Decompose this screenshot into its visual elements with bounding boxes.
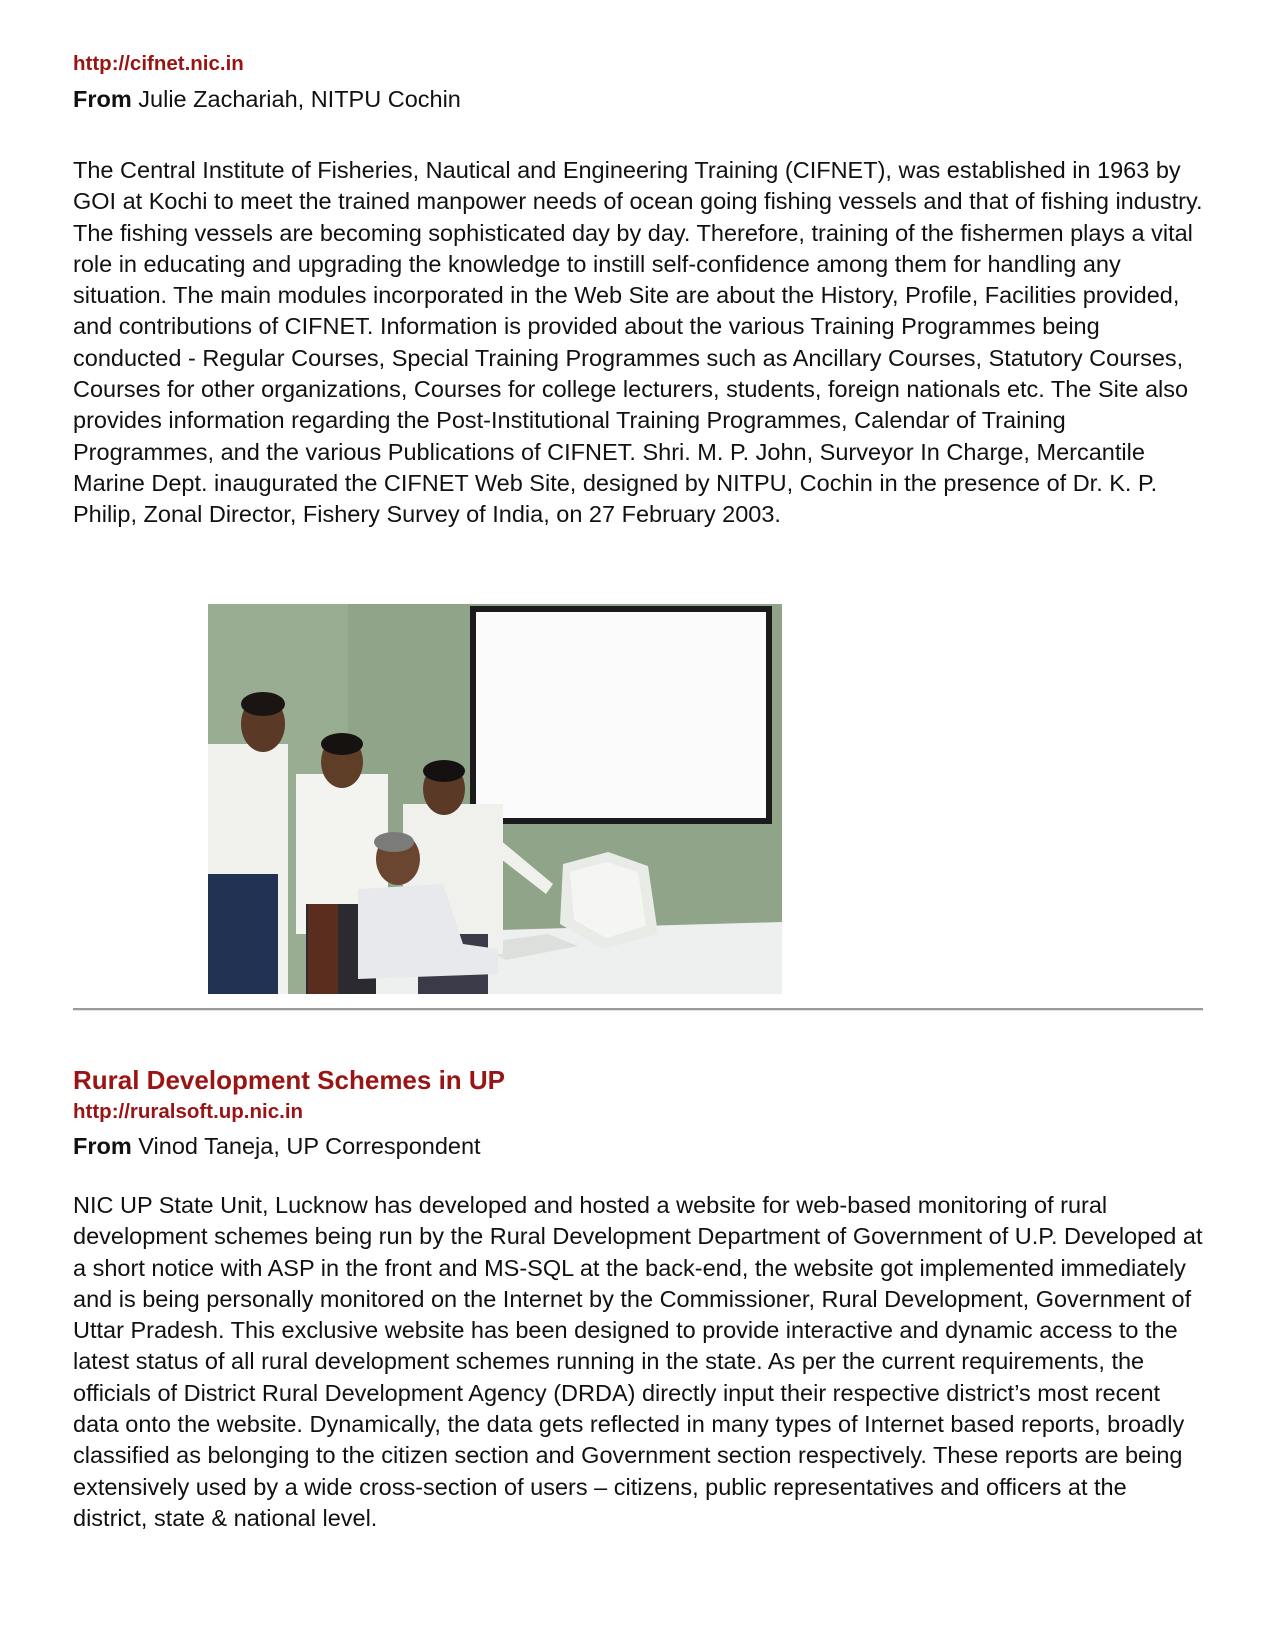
article-url-ruralsoft[interactable]: http://ruralsoft.up.nic.in bbox=[73, 1100, 304, 1123]
from-label: From bbox=[73, 86, 132, 112]
section-divider bbox=[73, 1008, 1203, 1011]
author-name: Vinod Taneja, UP Correspondent bbox=[138, 1133, 481, 1159]
article-byline bbox=[73, 1131, 481, 1161]
author-name: Julie Zachariah, NITPU Cochin bbox=[138, 86, 461, 112]
article-heading: Rural Development Schemes in UP bbox=[73, 1065, 506, 1095]
from-label: From bbox=[73, 1133, 132, 1159]
article-byline bbox=[73, 84, 461, 114]
inauguration-photo bbox=[208, 604, 782, 994]
article-url-cifnet[interactable]: http://cifnet.nic.in bbox=[73, 52, 244, 75]
article-body: The Central Institute of Fisheries, Nautical and Engineering Training (CIFNET), was established in 1963 by GOI at Kochi to meet the trained manpower needs of ocean going fishing vessels and that of fishing industry. The fishing vessels are becoming sophisticated day by day. Therefore, training of the fishermen plays a vital role in educating and upgrading the knowledge to instill self-confidence among them for handling any situation. The main modules incorporated in the Web Site are about the History, Profile, Facilities provided, and contributions of CIFNET. Information is provided about the various Training Programmes being conducted - Regular Courses, Special Training Programmes such as Ancillary Courses, Statutory Courses, Courses for other organizations, Courses for college lecturers, students, foreign nationals etc. The Site also provides information regarding the Post-Institutional Training Programmes, Calendar of Training Programmes, and the various Publications of CIFNET. Shri. M. P. John, Surveyor In Charge, Mercantile Marine Dept. inaugurated the CIFNET Web Site, designed by NITPU, Cochin in the presence of Dr. K. P. Philip, Zonal Director, Fishery Survey of India, on 27 February 2003. bbox=[73, 157, 1203, 528]
article-body: NIC UP State Unit, Lucknow has developed and hosted a website for web-based monitoring of rural development schemes being run by the Rural Development Department of Government of U.P. Developed at a short notice with ASP in the front and MS-SQL at the back-end, the website got implemented immediately and is being personally monitored on the Internet by the Commissioner, Rural Development, Government of Uttar Pradesh. This exclusive website has been designed to provide interactive and dynamic access to the latest status of all rural development schemes running in the state. As per the current requirements, the officials of District Rural Development Agency (DRDA) directly input their respective district’s most recent data onto the website. Dynamically, the data gets reflected in many types of Internet based reports, broadly classified as belonging to the citizen section and Government section respectively. These reports are being extensively used by a wide cross-section of users – citizens, public representatives and officers at the district, state & national level. bbox=[73, 1192, 1203, 1531]
